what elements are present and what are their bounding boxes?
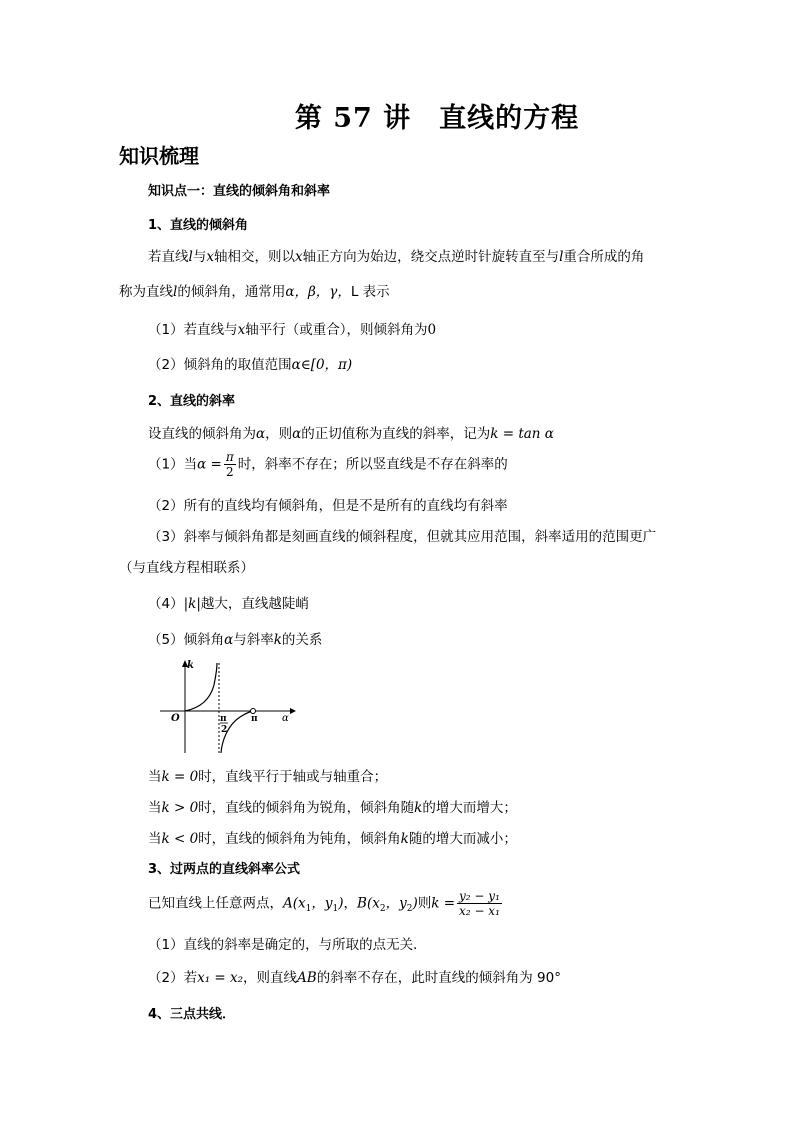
s2-point3-line2: （与直线方程相联系） <box>119 560 254 576</box>
s2-point4: （4）|k|越大，直线越陡峭 <box>148 596 309 612</box>
s2-point3-line1: （3）斜率与倾斜角都是刻画直线的倾斜程度，但就其应用范围，斜率适用的范围更广 <box>148 529 657 545</box>
x-axis-arrow <box>290 708 296 714</box>
knowledge-point-heading: 知识点一：直线的倾斜角和斜率 <box>148 184 331 199</box>
s3-formula-line: 已知直线上任意两点，$A(x_1$，$y_1$)，$B(x_2$，$y_2$)则k = $\frac{\text{y₂ − y₁}}{\text{x₂ − x₁}}$ <box>148 889 500 918</box>
s2-heading: 2、直线的斜率 <box>148 394 236 409</box>
s2-point1: （1）当α = $\frac{\pi}{2}$ 时，斜率不存在；所以竖直线是不存在斜率的 <box>148 450 508 479</box>
s2-point2: （2）所有的直线均有倾斜角，但是不是所有的直线均有斜率 <box>148 498 508 514</box>
origin-label: O <box>171 713 180 724</box>
s3-heading: 3、过两点的直线斜率公式 <box>148 862 301 877</box>
s3-point1: （1）直线的斜率是确定的，与所取的点无关． <box>148 937 427 953</box>
relation-k-positive: 当k > 0时，直线的倾斜角为锐角，倾斜角随k的增大而增大； <box>148 800 517 816</box>
s1-heading: 1、直线的倾斜角 <box>148 218 249 233</box>
pi-point <box>251 709 256 714</box>
s4-heading: 4、三点共线． <box>148 1007 236 1022</box>
tan-graph <box>150 655 350 755</box>
s1-point2: （2）倾斜角的取值范围α∈[0，π) <box>148 357 353 373</box>
s1-point1: （1）若直线与x轴平行（或重合），则倾斜角为0 <box>148 322 437 338</box>
pi-half-den: 2 <box>221 725 228 735</box>
s2-definition: 设直线的倾斜角为α，则α的正切值称为直线的斜率，记为k = tan α <box>148 426 554 442</box>
section-heading: 知识梳理 <box>119 144 199 168</box>
k-label: k <box>187 660 194 671</box>
page-title: 第 57 讲 直线的方程 <box>294 103 580 134</box>
alpha-label: α <box>282 713 289 724</box>
s1-definition-line1: 若直线l与x轴相交，则以x轴正方向为始边，绕交点逆时针旋转直至与l重合所成的角 <box>148 249 645 265</box>
relation-k-negative: 当k < 0时，直线的倾斜角为钝角，倾斜角k随的增大而减小； <box>148 831 517 847</box>
relation-k-zero: 当k = 0时，直线平行于轴或与轴重合； <box>148 769 388 785</box>
pi-label: π <box>251 714 258 724</box>
s3-point2: （2）若x₁ = x₂，则直线AB的斜率不存在，此时直线的倾斜角为 90° <box>148 970 561 986</box>
s2-point5: （5）倾斜角α与斜率k的关系 <box>148 632 323 648</box>
s1-definition-line2: 称为直线l的倾斜角，通常用α，β，γ，L 表示 <box>119 284 390 300</box>
pi-half-num: π <box>220 714 227 724</box>
